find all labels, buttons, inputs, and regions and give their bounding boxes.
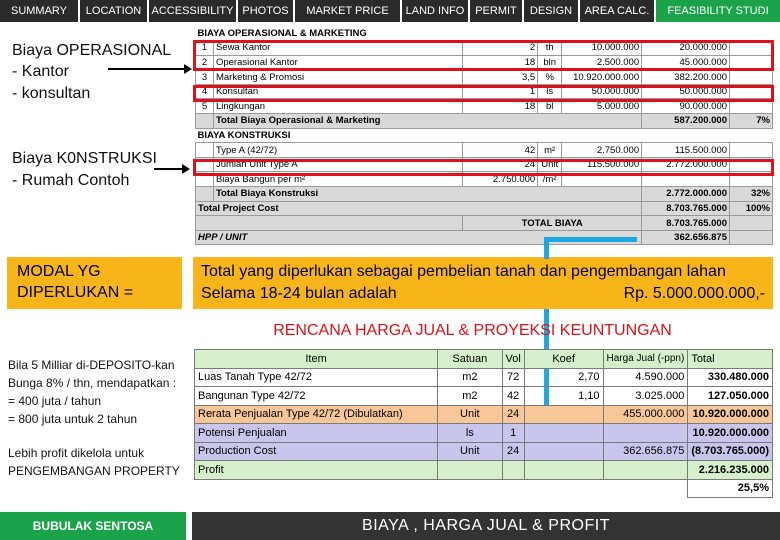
modal-label-line2: DIPERLUKAN = (17, 284, 134, 301)
tab-land-info[interactable]: LAND INFO (402, 0, 470, 22)
opex-note-item-konsultan: - konsultan (12, 85, 91, 102)
deposit-line: Lebih profit dikelola untuk (8, 446, 145, 460)
connector-line (544, 237, 549, 259)
tab-summary[interactable]: SUMMARY (0, 0, 80, 22)
table-row-total: Total Biaya Konstruksi 2.772.000.000 32% (196, 187, 773, 202)
modal-text-line2: Selama 18-24 bulan adalah (201, 285, 397, 302)
highlight-box-opex (193, 40, 774, 71)
footer-section-title: BIAYA , HARGA JUAL & PROFIT (192, 512, 780, 540)
footer-project-name: BUBULAK SENTOSA (0, 512, 186, 540)
table-row-total: TOTAL BIAYA 8.703.765.000 (196, 216, 773, 231)
opex-note-item-kantor: - Kantor (12, 63, 69, 80)
table-row: Biaya Bangun per m² 2.750.000 /m² (196, 172, 773, 187)
table-row: 4 Konsultan 1 ls 50.000.000 50.000.000 (196, 84, 773, 99)
constr-note-item: - Rumah Contoh (12, 172, 130, 189)
tab-accessibility[interactable]: ACCESSIBILITY (149, 0, 238, 22)
table-row: 3 Marketing & Promosi 3,5 % 10.920.000.000 382.200.000 (196, 70, 773, 85)
deposit-line: = 400 juta / tahun (8, 394, 102, 408)
modal-label-box (7, 257, 182, 309)
table-row: Bangunan Type 42/72 m2 42 1,10 3.025.000 127.050.000 (195, 387, 773, 406)
table-row: Jumlah Unit Type A 24 Unit 115.500.000 2.772.000.000 (196, 157, 773, 172)
tab-feasibility-studi[interactable]: FEASIBILITY STUDI (656, 0, 780, 22)
table-row: 1 Sewa Kantor 2 th 10.000.000 20.000.000 (196, 41, 773, 56)
projection-table (194, 349, 773, 498)
table-row: Rerata Penjualan Type 42/72 (Dibulatkan) Unit 24 455.000.000 10.920.000.000 (195, 405, 773, 424)
table-row: Production Cost Unit 24 362.656.875 (8.703.765.000) (195, 442, 773, 461)
tab-area-calc[interactable]: AREA CALC. (580, 0, 656, 22)
table-row: 2 Operasional Kantor 18 bln 2.500.000 45.000.000 (196, 55, 773, 70)
section-heading: BIAYA KONSTRUKSI (196, 128, 773, 143)
table-row-total: Total Biaya Operasional & Marketing 587.200.000 7% (196, 114, 773, 129)
constr-note-title: Biaya K0NSTRUKSI (12, 150, 157, 167)
modal-info-box (193, 257, 773, 309)
tab-location[interactable]: LOCATION (80, 0, 149, 22)
table-row: Type A (42/72) 42 m² 2.750.000 115.500.000 (196, 143, 773, 158)
tab-photos[interactable]: PHOTOS (238, 0, 295, 22)
table-row-hpp: HPP / UNIT 362.656.875 (196, 230, 773, 245)
tab-design[interactable]: DESIGN (524, 0, 580, 22)
table-header-row: Item Satuan Vol Koef Harga Jual (-ppn) Total (195, 350, 773, 369)
opex-note-title: Biaya OPERASIONAL (12, 42, 172, 59)
deposit-line: Bunga 8% / thn, mendapatkan : (8, 376, 177, 390)
tab-market-price[interactable]: MARKET PRICE (295, 0, 402, 22)
table-row: Luas Tanah Type 42/72 m2 72 2,70 4.590.000 330.480.000 (195, 368, 773, 387)
connector-line (546, 237, 637, 242)
modal-amount: Rp. 5.000.000.000,- (623, 285, 765, 302)
table-row: 5 Lingkungan 18 bl 5.000.000 90.000.000 (196, 99, 773, 114)
section-heading: BIAYA OPERASIONAL & MARKETING (196, 26, 773, 41)
modal-text-line1: Total yang diperlukan sebagai pembelian tanah dan pengembangan lahan (201, 263, 726, 280)
arrow-right-icon (154, 168, 188, 170)
deposit-notes (8, 356, 180, 480)
projection-title: RENCANA HARGA JUAL & PROYEKSI KEUNTUNGAN (273, 322, 672, 339)
deposit-line: PENGEMBANGAN PROPERTY (8, 464, 180, 478)
highlight-box-konsultan (193, 85, 774, 102)
highlight-box-unit (193, 159, 774, 176)
deposit-line: = 800 juta untuk 2 tahun (8, 412, 138, 426)
table-row-total: Total Project Cost 8.703.765.000 100% (196, 201, 773, 216)
table-row-profit: Profit 2.216.235.000 (195, 461, 773, 480)
modal-label-line1: MODAL YG (17, 263, 101, 280)
table-row-margin: 25,5% (195, 479, 773, 498)
arrow-right-icon (108, 68, 190, 70)
top-nav (0, 0, 780, 22)
deposit-line: Bila 5 Milliar di-DEPOSITO-kan (8, 358, 175, 372)
table-row: Potensi Penjualan ls 1 10.920.000.000 (195, 424, 773, 443)
tab-permit[interactable]: PERMIT (470, 0, 524, 22)
